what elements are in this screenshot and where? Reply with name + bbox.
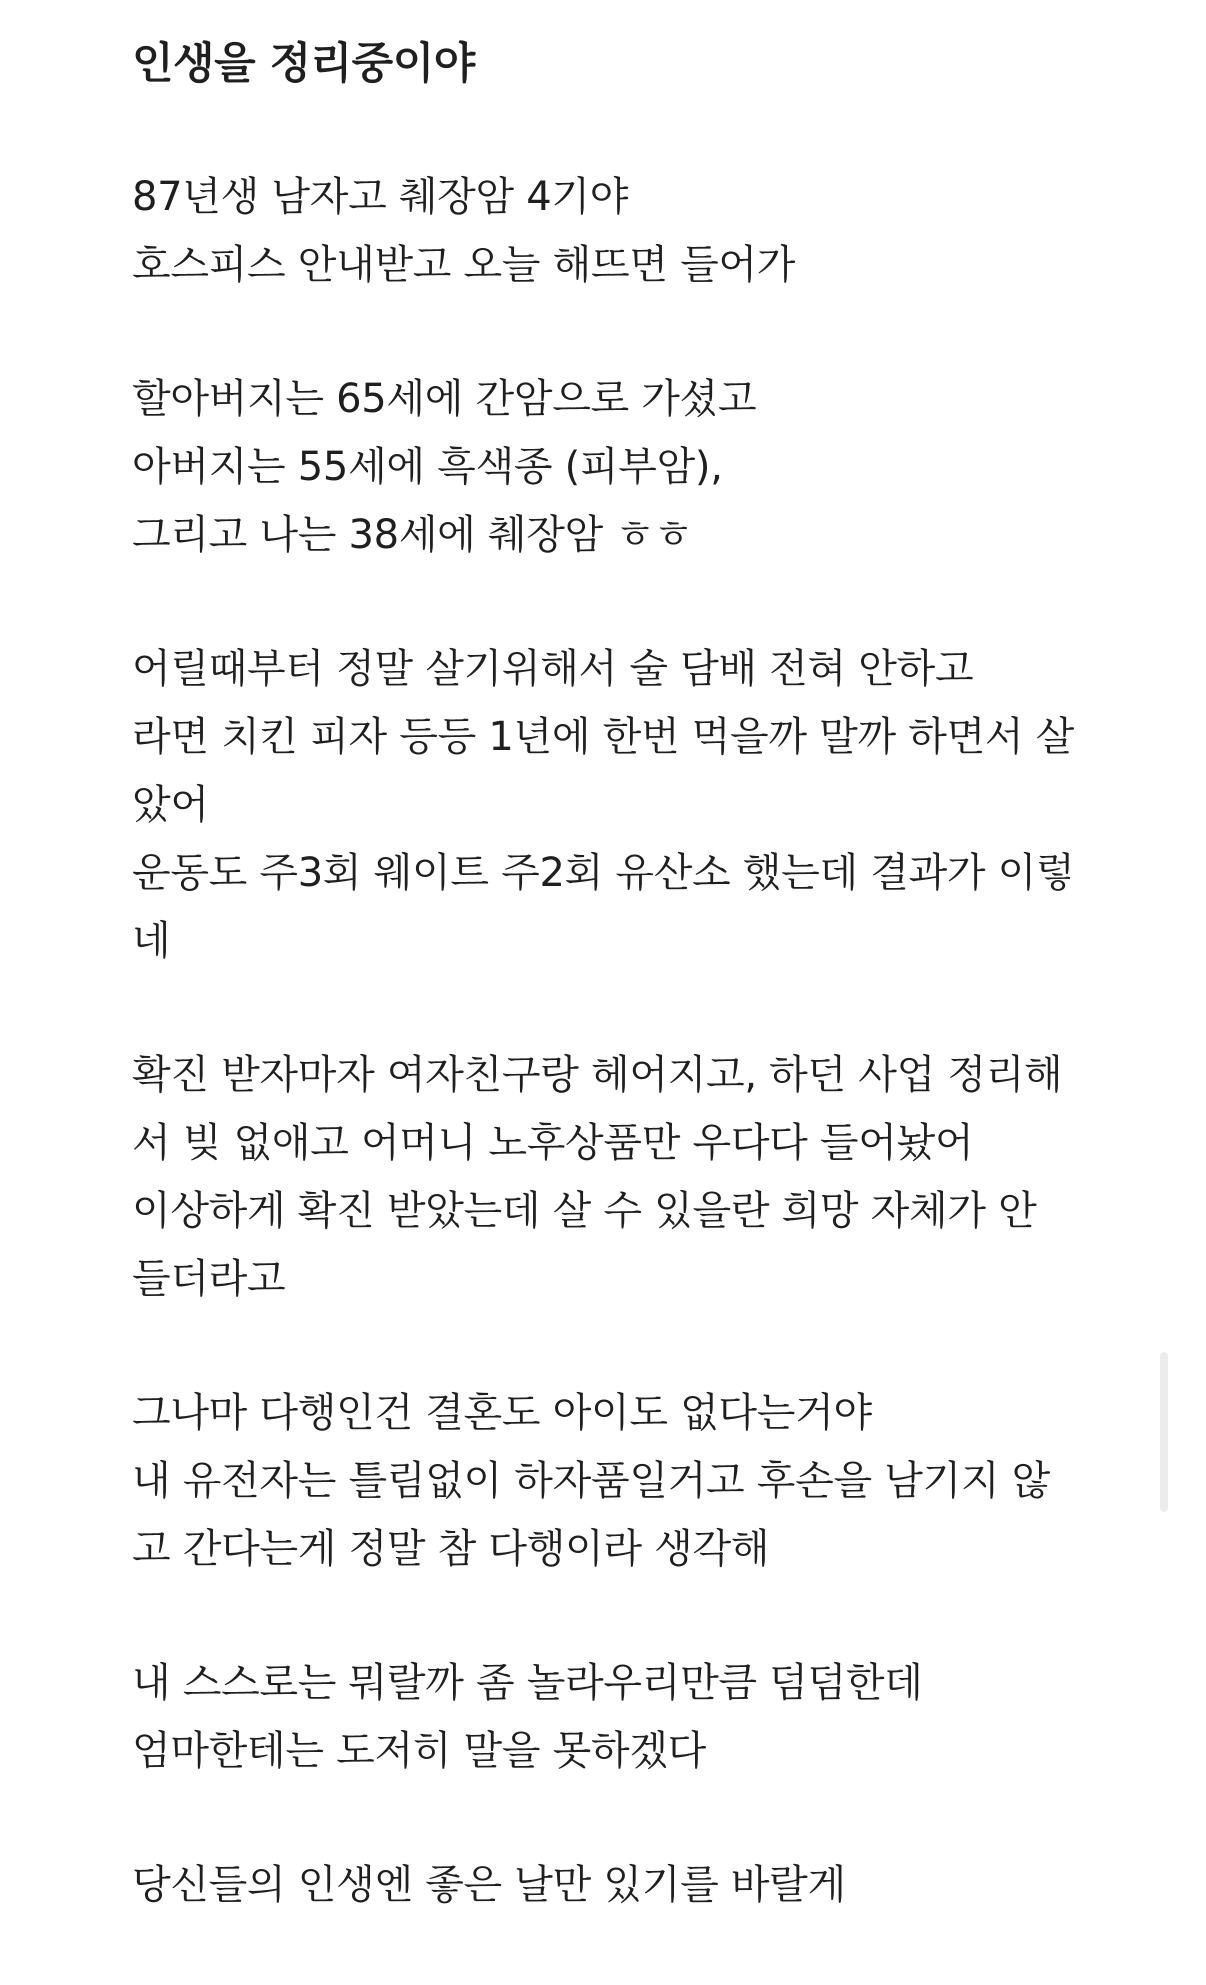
- text-line: 엄마한테는 도저히 말을 못하겠다: [132, 1728, 707, 1774]
- post-content: [132, 30, 1092, 1985]
- text-line: 87년생 남자고 췌장암 4기야: [132, 174, 629, 220]
- text-line: 그나마 다행인건 결혼도 아이도 없다는거야: [132, 1390, 872, 1436]
- text-line: 고 간다는게 정말 참 다행이라 생각해: [132, 1526, 770, 1572]
- text-line: 할아버지는 65세에 간암으로 가셨고: [132, 376, 757, 422]
- text-line: 라면 치킨 피자 등등 1년에 한번 먹을까 말까 하면서 살: [132, 714, 1075, 760]
- text-line: 서 빚 없애고 어머니 노후상품만 우다다 들어놨어: [132, 1120, 974, 1166]
- text-line: 들더라고: [132, 1256, 286, 1302]
- text-line: 그리고 나는 38세에 췌장암 ㅎㅎ: [132, 512, 693, 558]
- text-line: 내 스스로는 뭐랄까 좀 놀라우리만큼 덤덤한데: [132, 1660, 923, 1706]
- text-line: 네: [132, 918, 171, 964]
- text-line: 어릴때부터 정말 살기위해서 술 담배 전혀 안하고: [132, 646, 974, 692]
- paragraph-5: [132, 1379, 1092, 1583]
- paragraph-3: [132, 635, 1092, 975]
- paragraph-7: [132, 1851, 1092, 1919]
- text-line: 았어: [132, 782, 209, 828]
- text-line: 운동도 주3회 웨이트 주2회 유산소 했는데 결과가 이렇: [132, 850, 1075, 896]
- text-line: 당신들의 인생엔 좋은 날만 있기를 바랄게: [132, 1862, 846, 1908]
- text-line: 확진 받자마자 여자친구랑 헤어지고, 하던 사업 정리해: [132, 1052, 1063, 1098]
- paragraph-2: [132, 365, 1092, 569]
- text-line: 호스피스 안내받고 오늘 해뜨면 들어가: [132, 242, 796, 288]
- text-line: 이상하게 확진 받았는데 살 수 있을란 희망 자체가 안: [132, 1188, 1037, 1234]
- paragraph-1: [132, 163, 1092, 299]
- post-title: 인생을 정리중이야: [132, 39, 475, 89]
- scrollbar[interactable]: [1160, 1352, 1168, 1512]
- text-line: 내 유전자는 틀림없이 하자품일거고 후손을 남기지 않: [132, 1458, 1050, 1504]
- paragraph-6: [132, 1649, 1092, 1785]
- text-line: 아버지는 55세에 흑색종 (피부암),: [132, 444, 723, 490]
- paragraph-4: [132, 1041, 1092, 1313]
